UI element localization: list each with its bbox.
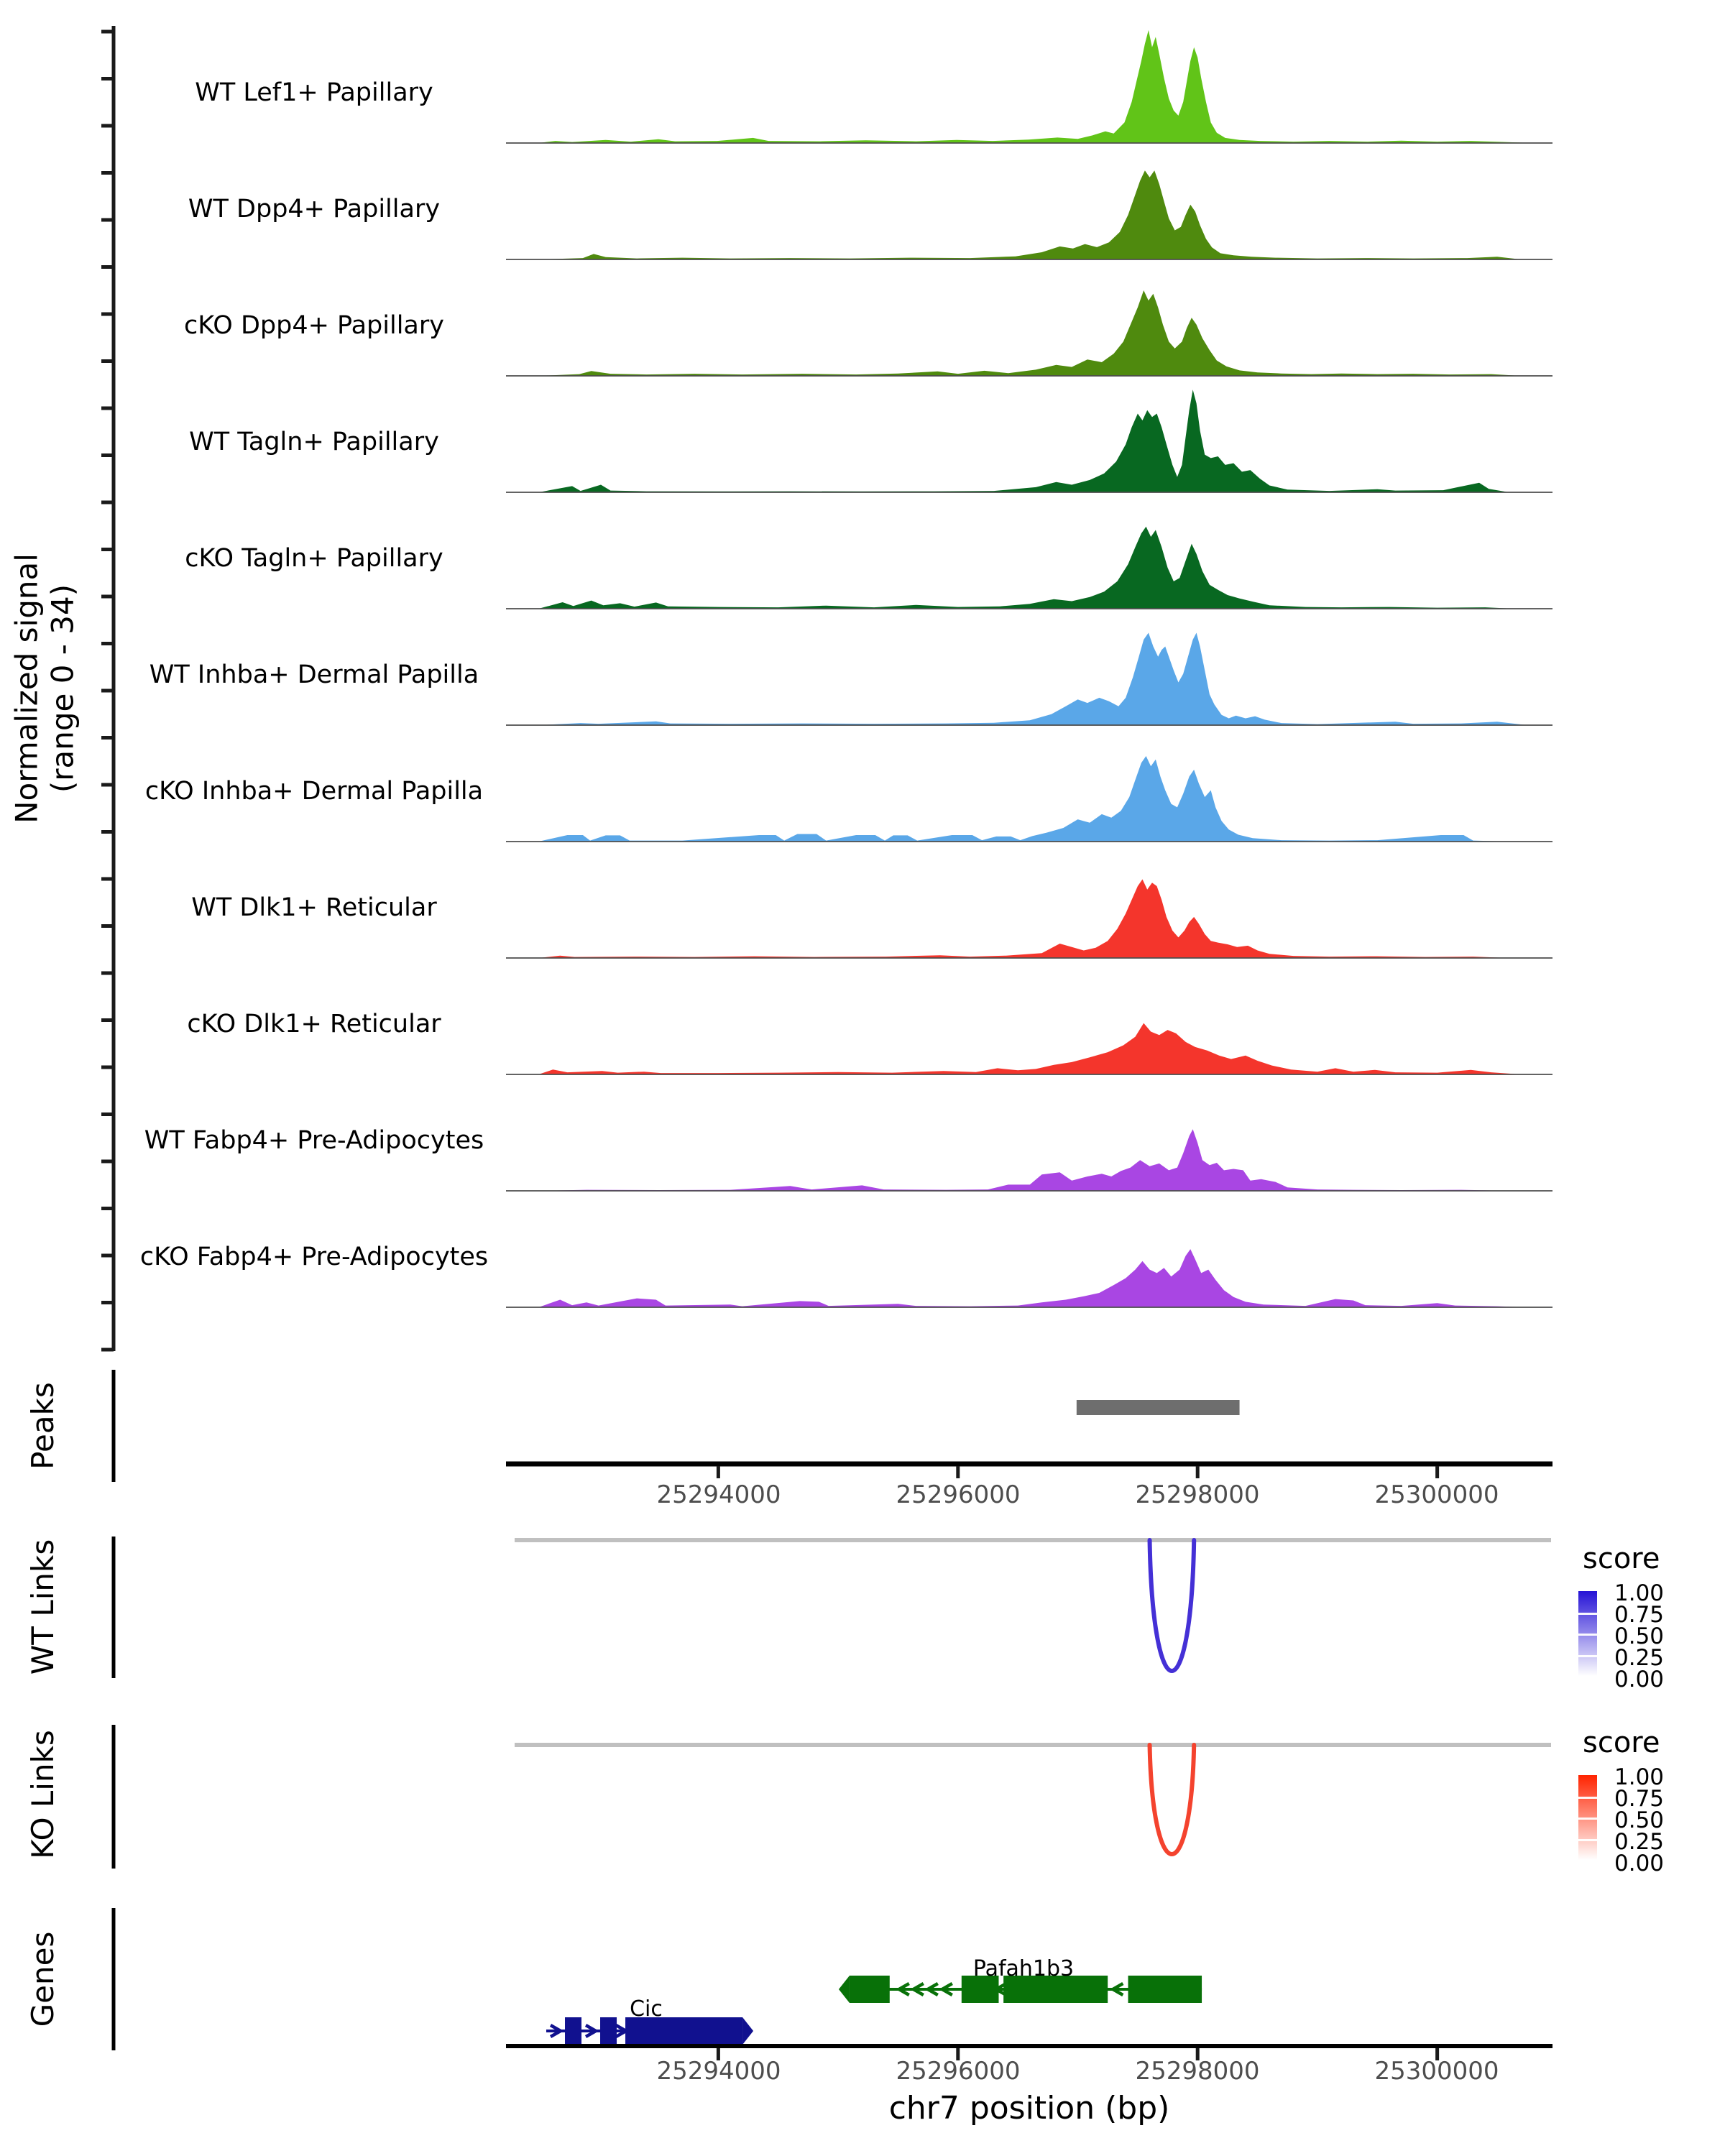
signal-area-1 (538, 170, 1521, 259)
track-label-wt-tagln: WT Tagln+ Papillary (189, 428, 439, 456)
ko-legend-tick-075: 0.75 (1614, 1786, 1665, 1812)
ko-legend-tick-025: 0.25 (1614, 1829, 1665, 1855)
ko-links-panel-label: KO Links (25, 1730, 61, 1859)
track-label-cko-tagln: cKO Tagln+ Papillary (185, 544, 443, 573)
signal-area-9 (538, 1129, 1509, 1191)
track-label-cko-dpp4: cKO Dpp4+ Papillary (184, 311, 444, 340)
ko-legend-title: score (1583, 1726, 1660, 1759)
track-label-wt-lef1: WT Lef1+ Papillary (195, 78, 433, 107)
legend-tick-mark (1578, 1634, 1597, 1636)
signal-area-3 (538, 390, 1509, 492)
mid-axis-tick-25298000: 25298000 (1135, 1480, 1260, 1509)
wt-legend-tick-075: 0.75 (1614, 1602, 1665, 1628)
gene-exon-Pafah1b3 (850, 1976, 890, 2003)
signal-area-2 (538, 290, 1521, 376)
signal-area-7 (538, 880, 1509, 959)
ko-legend-tick-100: 1.00 (1614, 1764, 1665, 1790)
legend-tick-mark (1578, 1839, 1597, 1841)
track-label-cko-dlk1: cKO Dlk1+ Reticular (187, 1010, 441, 1038)
y-axis-title-line1: Normalized signal (9, 553, 45, 824)
track-label-wt-dlk1: WT Dlk1+ Reticular (191, 893, 437, 922)
wt-legend-tick-000: 0.00 (1614, 1667, 1665, 1692)
wt-legend-gradient-bar (1578, 1591, 1597, 1676)
ko-legend-tick-labels (1614, 1764, 1665, 1876)
wt-legend-tick-labels (1614, 1580, 1665, 1692)
bottom-axis-tick-25298000: 25298000 (1135, 2057, 1260, 2086)
gene-label-cic: Cic (630, 1996, 663, 2022)
ko-legend-gradient-bar (1578, 1775, 1597, 1860)
x-axis-title: chr7 position (bp) (888, 2090, 1170, 2127)
bottom-axis-tick-25296000: 25296000 (896, 2057, 1021, 2086)
ko-legend-tick-000: 0.00 (1614, 1851, 1665, 1876)
wt-links-panel-label: WT Links (25, 1539, 61, 1675)
mid-axis-tick-25300000: 25300000 (1374, 1480, 1499, 1509)
legend-tick-mark (1578, 1797, 1597, 1799)
signal-area-5 (538, 633, 1527, 726)
peak-interval-bar (1077, 1400, 1240, 1415)
wt-legend-tick-050: 0.50 (1614, 1623, 1665, 1649)
y-axis-title-line2: (range 0 - 34) (45, 584, 80, 793)
wt-legend-tick-025: 0.25 (1614, 1645, 1665, 1671)
wt-legend-title: score (1583, 1542, 1660, 1575)
y-axis-title (9, 553, 80, 824)
track-label-cko-fabp4: cKO Fabp4+ Pre-Adipocytes (139, 1243, 489, 1271)
gene-label-pafah1b3: Pafah1b3 (972, 1956, 1075, 1981)
signal-area-8 (538, 1023, 1521, 1074)
signal-area-0 (538, 30, 1533, 143)
legend-tick-mark (1578, 1613, 1597, 1615)
ko-links-score-legend (1578, 1726, 1722, 1876)
wt-links-score-legend (1578, 1542, 1722, 1692)
signal-area-4 (538, 527, 1515, 609)
wt-legend-tick-100: 1.00 (1614, 1580, 1665, 1606)
wt-link-arc (1150, 1540, 1195, 1671)
legend-tick-mark (1578, 1655, 1597, 1657)
gene-arrow-tip-Cic (742, 2017, 753, 2045)
mid-axis-tick-25294000: 25294000 (656, 1480, 781, 1509)
ko-legend-tick-050: 0.50 (1614, 1807, 1665, 1833)
track-label-wt-fabp4: WT Fabp4+ Pre-Adipocytes (144, 1126, 484, 1155)
mid-axis-tick-25296000: 25296000 (896, 1480, 1021, 1509)
bottom-axis-tick-25300000: 25300000 (1374, 2057, 1499, 2086)
gene-exon-Pafah1b3 (1128, 1976, 1202, 2003)
signal-area-6 (538, 756, 1509, 842)
track-label-wt-dpp4: WT Dpp4+ Papillary (188, 195, 441, 224)
gene-arrow-tip-Pafah1b3 (839, 1976, 850, 2003)
track-label-wt-inhba: WT Inhba+ Dermal Papilla (149, 660, 479, 689)
ko-link-arc (1150, 1745, 1195, 1854)
genes-panel-label: Genes (25, 1931, 61, 2027)
legend-tick-mark (1578, 1818, 1597, 1820)
track-label-cko-inhba: cKO Inhba+ Dermal Papilla (144, 777, 484, 806)
signal-area-10 (538, 1249, 1527, 1307)
bottom-axis-tick-25294000: 25294000 (656, 2057, 781, 2086)
peaks-panel-label: Peaks (25, 1382, 61, 1470)
